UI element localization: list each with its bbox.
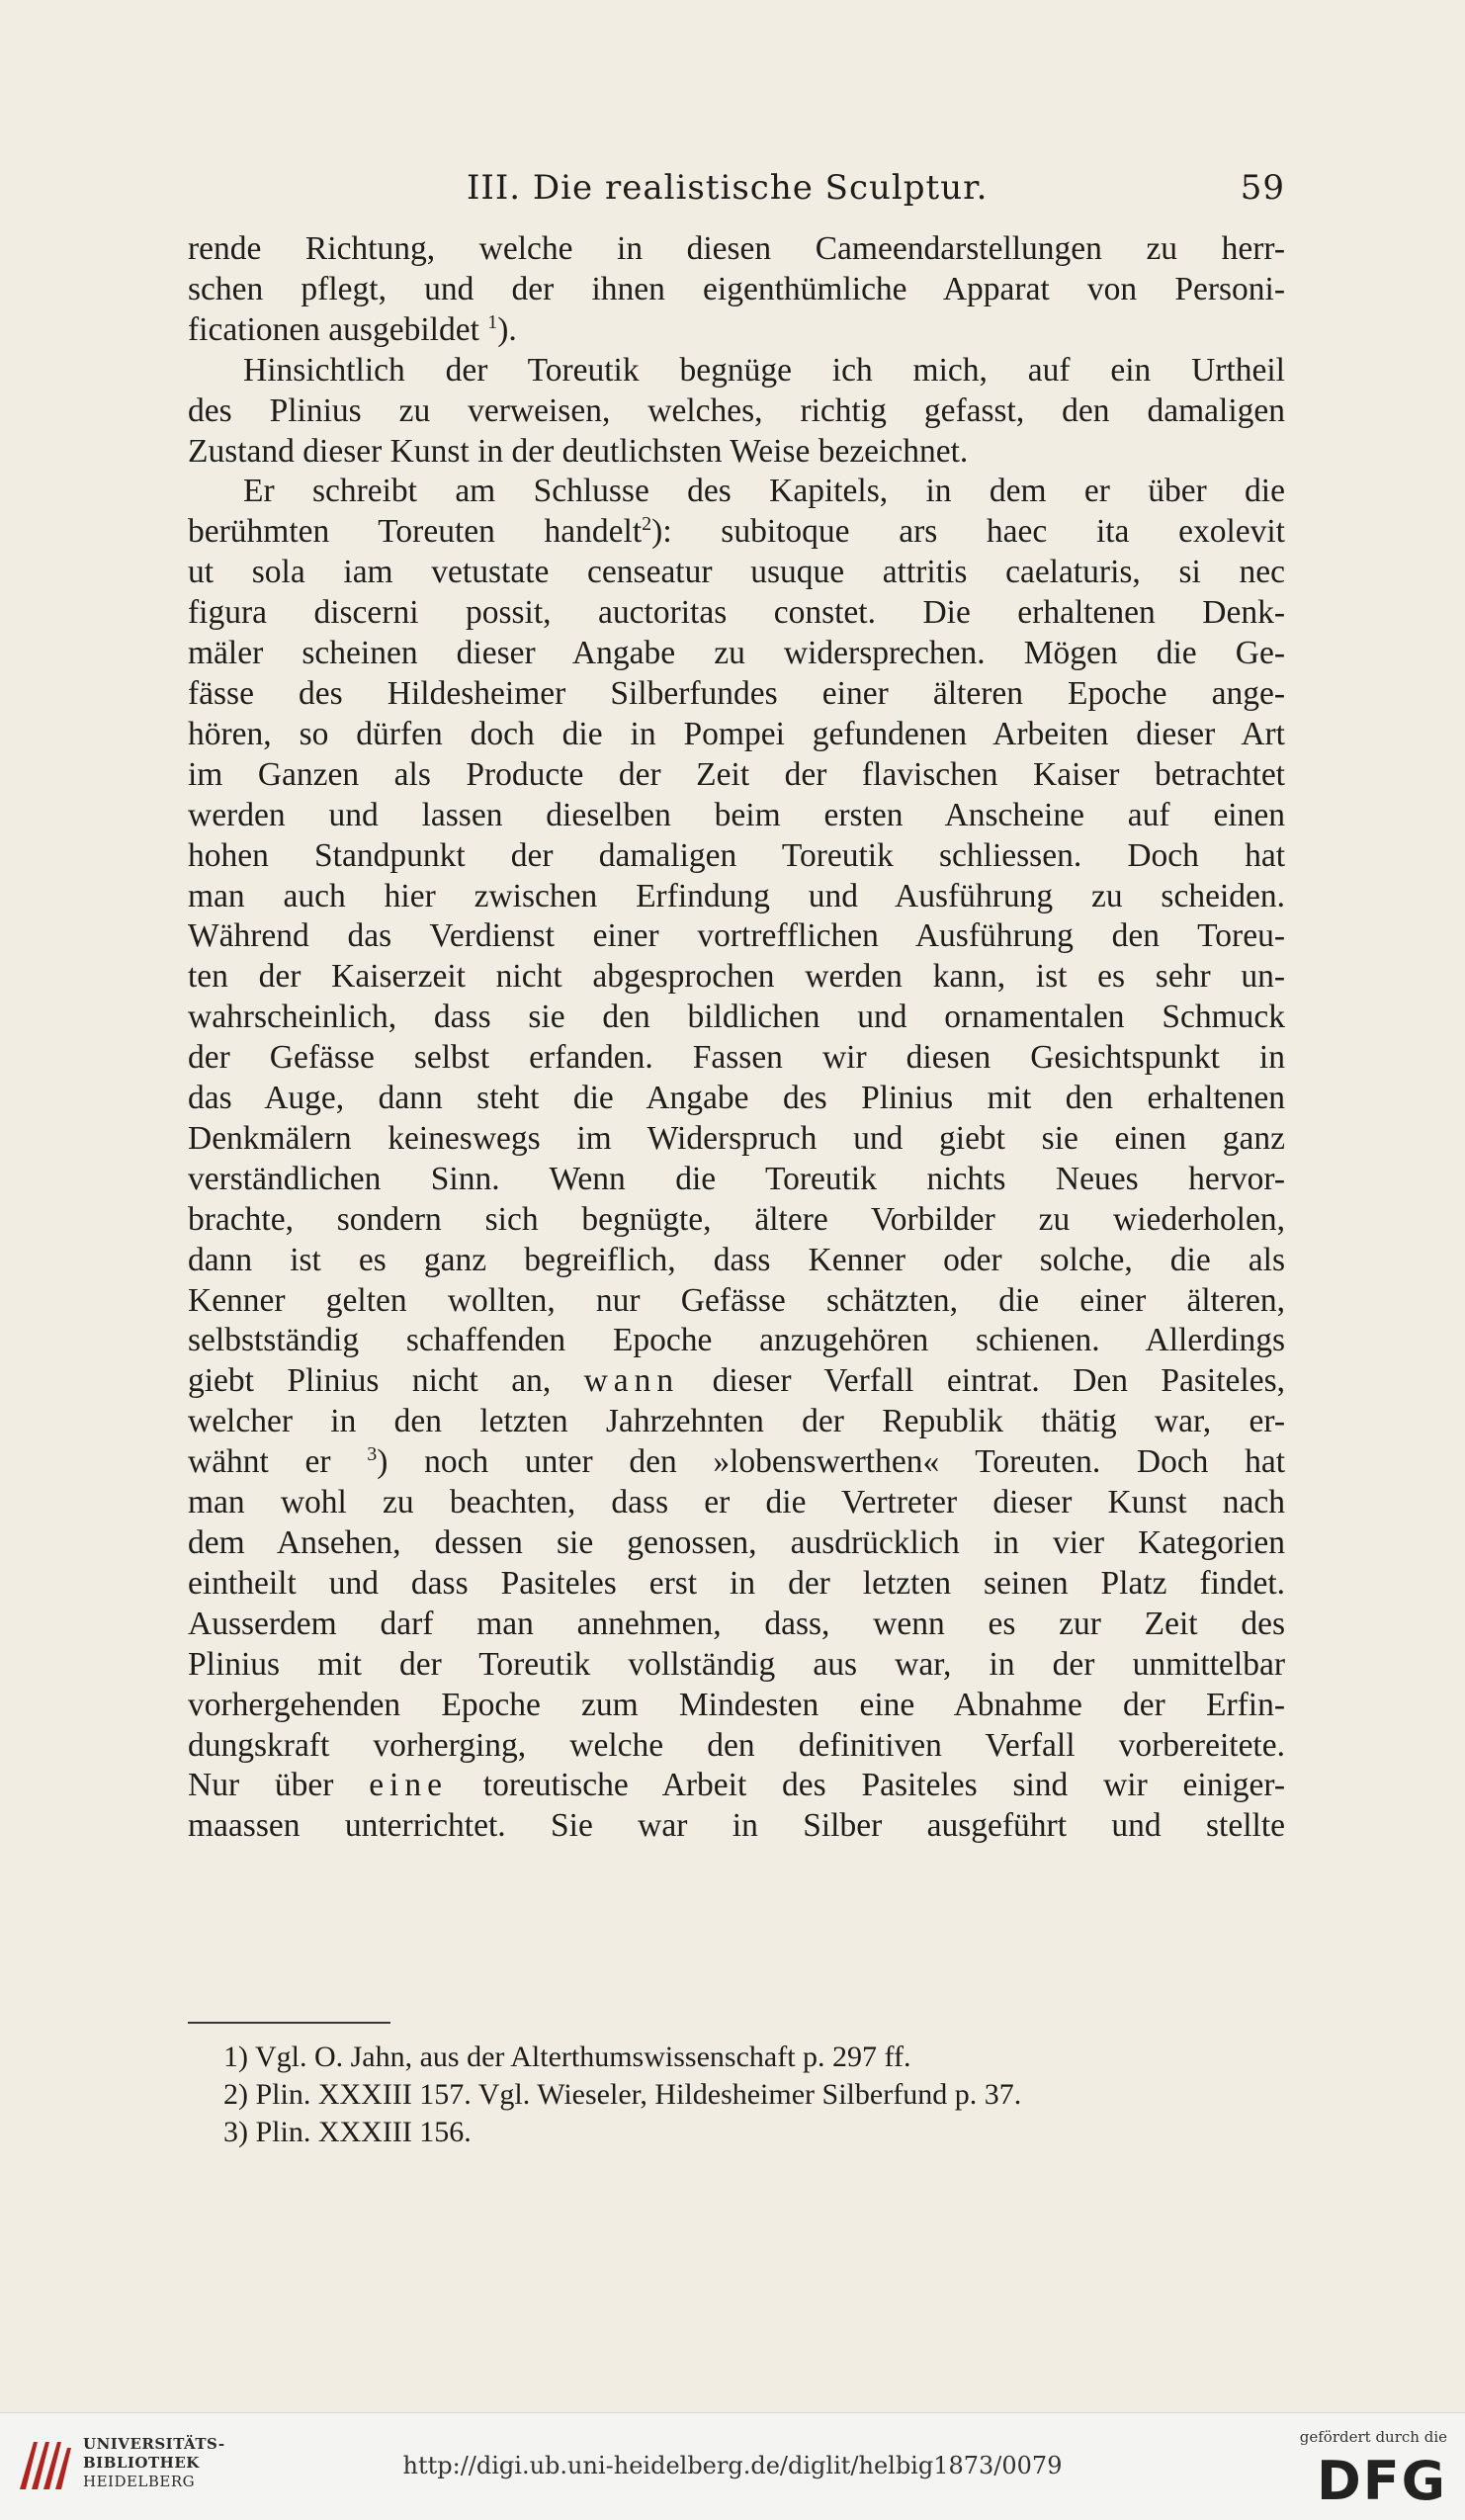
footnote: 3) Plin. XXXIII 156. bbox=[223, 2116, 472, 2148]
text-line: fässe des Hildesheimer Silberfundes einer älteren Epoche ange- bbox=[188, 674, 1285, 712]
footnotes bbox=[188, 2039, 1285, 2151]
text-line: verständlichen Sinn. Wenn die Toreutik nichts Neues hervor- bbox=[188, 1160, 1285, 1197]
text-line: Denkmälern keineswegs im Widerspruch und giebt sie einen ganz bbox=[188, 1119, 1285, 1157]
text-line: eintheilt und dass Pasiteles erst in der letzten seinen Platz findet. bbox=[188, 1564, 1285, 1602]
text-line: der Gefässe selbst erfanden. Fassen wir diesen Gesichtspunkt in bbox=[188, 1039, 1285, 1077]
text-line: figura discerni possit, auctoritas constet. Die erhaltenen Denk- bbox=[188, 594, 1285, 632]
text-line: rende Richtung, welche in diesen Cameendarstellungen zu herr- bbox=[188, 230, 1285, 267]
text-line: das Auge, dann steht die Angabe des Plinius mit den erhaltenen bbox=[188, 1080, 1285, 1117]
text-line: Ausserdem darf man annehmen, dass, wenn es zur Zeit des bbox=[188, 1605, 1285, 1642]
text-line: Plinius mit der Toreutik vollständig aus war, in der unmittelbar bbox=[188, 1645, 1285, 1683]
text-line: Zustand dieser Kunst in der deutlichsten Weise bezeichnet. bbox=[188, 432, 969, 470]
text-fragment: ficationen ausgebildet bbox=[188, 310, 479, 348]
emphasis-spaced: eine bbox=[369, 1767, 448, 1804]
text-line: ficationen ausgebildet $^1$). bbox=[188, 310, 517, 348]
text-fragment: toreutische Arbeit des Pasiteles sind wir einiger- bbox=[482, 1767, 1286, 1804]
text-line: im Ganzen als Producte der Zeit der flavischen Kaiser betrachtet bbox=[188, 755, 1285, 793]
text-line: Hinsichtlich der Toreutik begnüge ich mich, auf ein Urtheil bbox=[243, 351, 1285, 389]
text-line: maassen unterrichtet. Sie war in Silber ausgeführt und stellte bbox=[188, 1807, 1285, 1845]
library-name-line: HEIDELBERG bbox=[83, 2473, 196, 2490]
text-fragment: . bbox=[508, 310, 517, 348]
body-text bbox=[188, 229, 1285, 1847]
text-line: wahrscheinlich, dass sie den bildlichen und ornamentalen Schmuck bbox=[188, 999, 1285, 1036]
text-line: man auch hier zwischen Erfindung und Ausführung zu scheiden. bbox=[188, 877, 1285, 914]
text-fragment: noch unter den »lobenswerthen« Toreuten. Doch hat bbox=[424, 1443, 1286, 1481]
text-line: man wohl zu beachten, dass er die Vertreter dieser Kunst nach bbox=[188, 1484, 1285, 1521]
dfg-logo[interactable]: DFG bbox=[1316, 2450, 1447, 2512]
text-fragment: dieser Verfall eintrat. Den Pasiteles, bbox=[712, 1362, 1285, 1400]
text-line: schen pflegt, und der ihnen eigenthümliche Apparat von Personi- bbox=[188, 270, 1285, 307]
emphasis-spaced: wann bbox=[583, 1362, 680, 1400]
sponsor-text: gefördert durch die bbox=[1299, 2428, 1447, 2446]
text-line: hören, so dürfen doch die in Pompei gefundenen Arbeiten dieser Art bbox=[188, 715, 1285, 752]
page-number: 59 bbox=[1240, 168, 1285, 208]
library-name-line: UNIVERSITÄTS- bbox=[83, 2435, 225, 2453]
text-line: Während das Verdienst einer vortrefflichen Ausführung den Toreu- bbox=[188, 917, 1285, 955]
text-line: wähnt er $^3$) noch unter den »lobenswerthen« Toreuten. Doch hat bbox=[188, 1443, 1286, 1481]
text-line: dem Ansehen, dessen sie genossen, ausdrücklich in vier Kategorien bbox=[188, 1524, 1285, 1561]
footnote-rule bbox=[188, 2022, 390, 2024]
text-line: berühmten Toreuten handelt$^2$): subitoque ars haec ita exolevit bbox=[188, 513, 1285, 551]
text-line: dungskraft vorherging, welche den definitiven Verfall vorbereitete. bbox=[188, 1726, 1285, 1764]
text-fragment: : subitoque ars haec ita exolevit bbox=[662, 513, 1285, 551]
text-line: mäler scheinen dieser Angabe zu widersprechen. Mögen die Ge- bbox=[188, 635, 1285, 672]
text-fragment: wähnt er bbox=[188, 1443, 331, 1481]
chapter-title: III. Die realistische Sculptur. bbox=[467, 168, 989, 208]
text-line: des Plinius zu verweisen, welches, richtig gefasst, den damaligen bbox=[188, 391, 1285, 429]
text-line: ten der Kaiserzeit nicht abgesprochen werden kann, ist es sehr un- bbox=[188, 958, 1285, 996]
text-line: welcher in den letzten Jahrzehnten der Republik thätig war, er- bbox=[188, 1403, 1285, 1440]
text-line: vorhergehenden Epoche zum Mindesten eine Abnahme der Erfin- bbox=[188, 1686, 1285, 1723]
text-line: werden und lassen dieselben beim ersten Anscheine auf einen bbox=[188, 796, 1285, 833]
text-line: Er schreibt am Schlusse des Kapitels, in dem er über die bbox=[243, 473, 1285, 510]
permalink-url[interactable]: http://digi.ub.uni-heidelberg.de/diglit/helbig1873/0079 bbox=[402, 2452, 1063, 2479]
footnote: 2) Plin. XXXIII 157. Vgl. Wieseler, Hildesheimer Silberfund p. 37. bbox=[223, 2078, 1022, 2111]
text-line: selbstständig schaffenden Epoche anzugehören schienen. Allerdings bbox=[188, 1322, 1285, 1359]
text-line bbox=[188, 1361, 1285, 1402]
footnote-ref: 1 bbox=[487, 310, 498, 333]
text-fragment: giebt Plinius nicht an, bbox=[188, 1362, 552, 1400]
footnote-ref: 2 bbox=[642, 513, 652, 536]
text-fragment: Nur über bbox=[188, 1767, 334, 1804]
text-line: Kenner gelten wollten, nur Gefässe schätzten, die einer älteren, bbox=[188, 1281, 1285, 1319]
text-line bbox=[188, 1766, 1285, 1806]
library-name-line: BIBLIOTHEK bbox=[83, 2454, 200, 2472]
footnote-ref: 3 bbox=[367, 1443, 378, 1466]
text-line: brachte, sondern sich begnügte, ältere Vorbilder zu wiederholen, bbox=[188, 1200, 1285, 1238]
footnote: 1) Vgl. O. Jahn, aus der Alterthumswissenschaft p. 297 ff. bbox=[223, 2041, 911, 2073]
text-line: dann ist es ganz begreiflich, dass Kenner oder solche, die als bbox=[188, 1241, 1285, 1278]
text-line: hohen Standpunkt der damaligen Toreutik schliessen. Doch hat bbox=[188, 836, 1285, 874]
text-fragment: berühmten Toreuten handelt bbox=[188, 513, 643, 551]
text-line: ut sola iam vetustate censeatur usuque attritis caelaturis, si nec bbox=[188, 554, 1285, 591]
